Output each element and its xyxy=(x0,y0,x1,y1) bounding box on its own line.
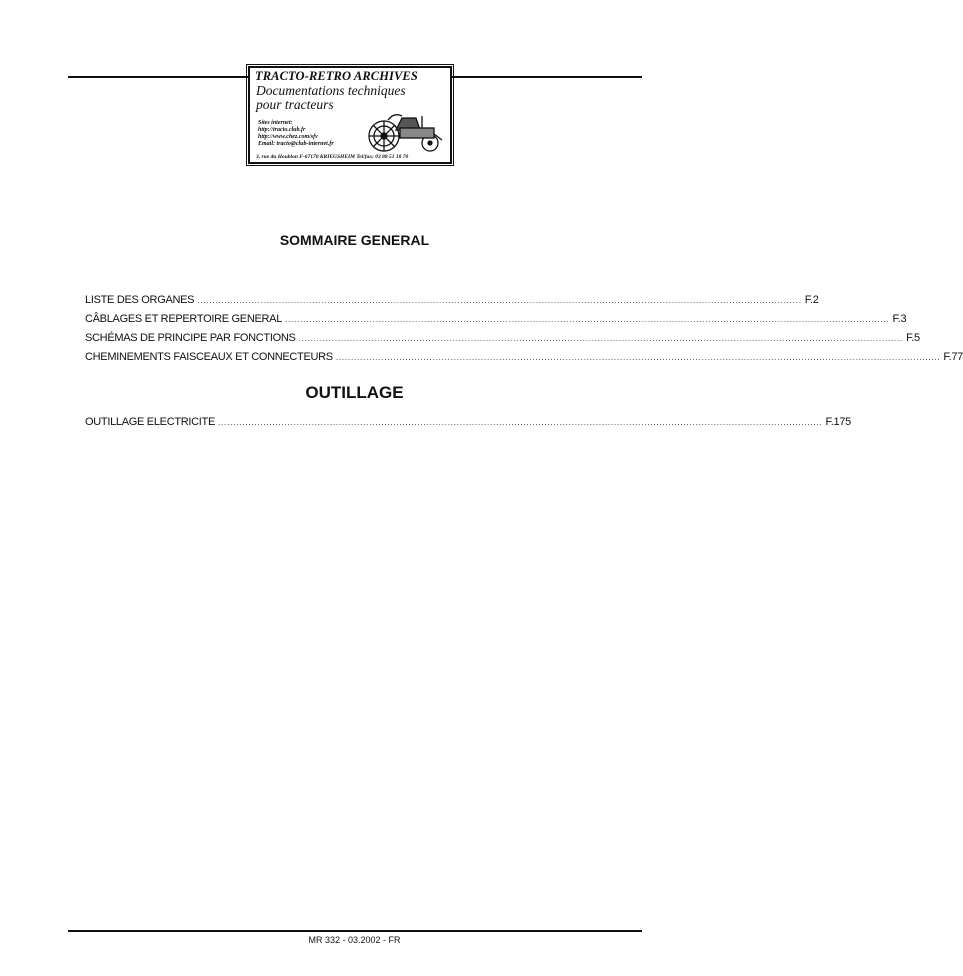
archive-stamp xyxy=(248,66,452,164)
stamp-title: TRACTO-RETRO ARCHIVES xyxy=(255,69,418,83)
toc-page: F.5 xyxy=(906,332,920,344)
toc-leader-dots: ........................................................................................................................................................................................................ xyxy=(285,315,890,324)
toc-leader-dots: ........................................................................................................................................................................................................ xyxy=(298,334,904,343)
toc-row[interactable] xyxy=(85,332,920,351)
stamp-email: Email: tracto@club-internet.fr xyxy=(258,141,334,147)
sommaire-list xyxy=(85,294,963,370)
toc-label: CHEMINEMENTS FAISCEAUX ET CONNECTEURS xyxy=(85,351,333,363)
toc-leader-dots: ........................................................................................................................................................................................................ xyxy=(335,353,941,362)
stamp-subtitle-line2: pour tracteurs xyxy=(256,97,334,112)
toc-label: LISTE DES ORGANES xyxy=(85,294,195,306)
toc-label: SCHÉMAS DE PRINCIPE PAR FONCTIONS xyxy=(85,332,296,344)
toc-label: CÂBLAGES ET REPERTOIRE GENERAL xyxy=(85,313,283,325)
stamp-subtitle-line1: Documentations techniques xyxy=(256,83,406,98)
toc-leader-dots: ........................................................................................................................................................................................................ xyxy=(218,418,823,427)
stamp-sites-label: Sites internet: xyxy=(258,120,293,126)
stamp-site2: http://www.chez.com/sfv xyxy=(258,134,318,140)
toc-row[interactable] xyxy=(85,351,963,370)
outillage-heading: OUTILLAGE xyxy=(305,383,404,402)
stamp-sites xyxy=(258,120,334,148)
toc-row[interactable] xyxy=(85,416,851,435)
outillage-list xyxy=(85,416,851,435)
toc-row[interactable] xyxy=(85,313,907,332)
page-footer: MR 332 - 03.2002 - FR xyxy=(308,935,401,945)
toc-page: F.2 xyxy=(804,294,819,306)
stamp-address: 3, rue du Houblon F-67170 KRIEGSHEIM Tel/fax: 03 88 51 18 70 xyxy=(256,154,409,160)
toc-leader-dots: ........................................................................................................................................................................................................ xyxy=(197,296,802,305)
toc-page: F.77 xyxy=(943,351,963,363)
bottom-rule xyxy=(68,930,642,932)
sommaire-heading: SOMMAIRE GENERAL xyxy=(279,232,430,248)
tractor-icon xyxy=(360,110,448,154)
toc-label: OUTILLAGE ELECTRICITE xyxy=(85,416,216,428)
toc-page: F.3 xyxy=(892,313,907,325)
toc-page: F.175 xyxy=(825,416,851,428)
stamp-site1: http://tracto.club.fr xyxy=(258,127,306,133)
toc-row[interactable] xyxy=(85,294,819,313)
